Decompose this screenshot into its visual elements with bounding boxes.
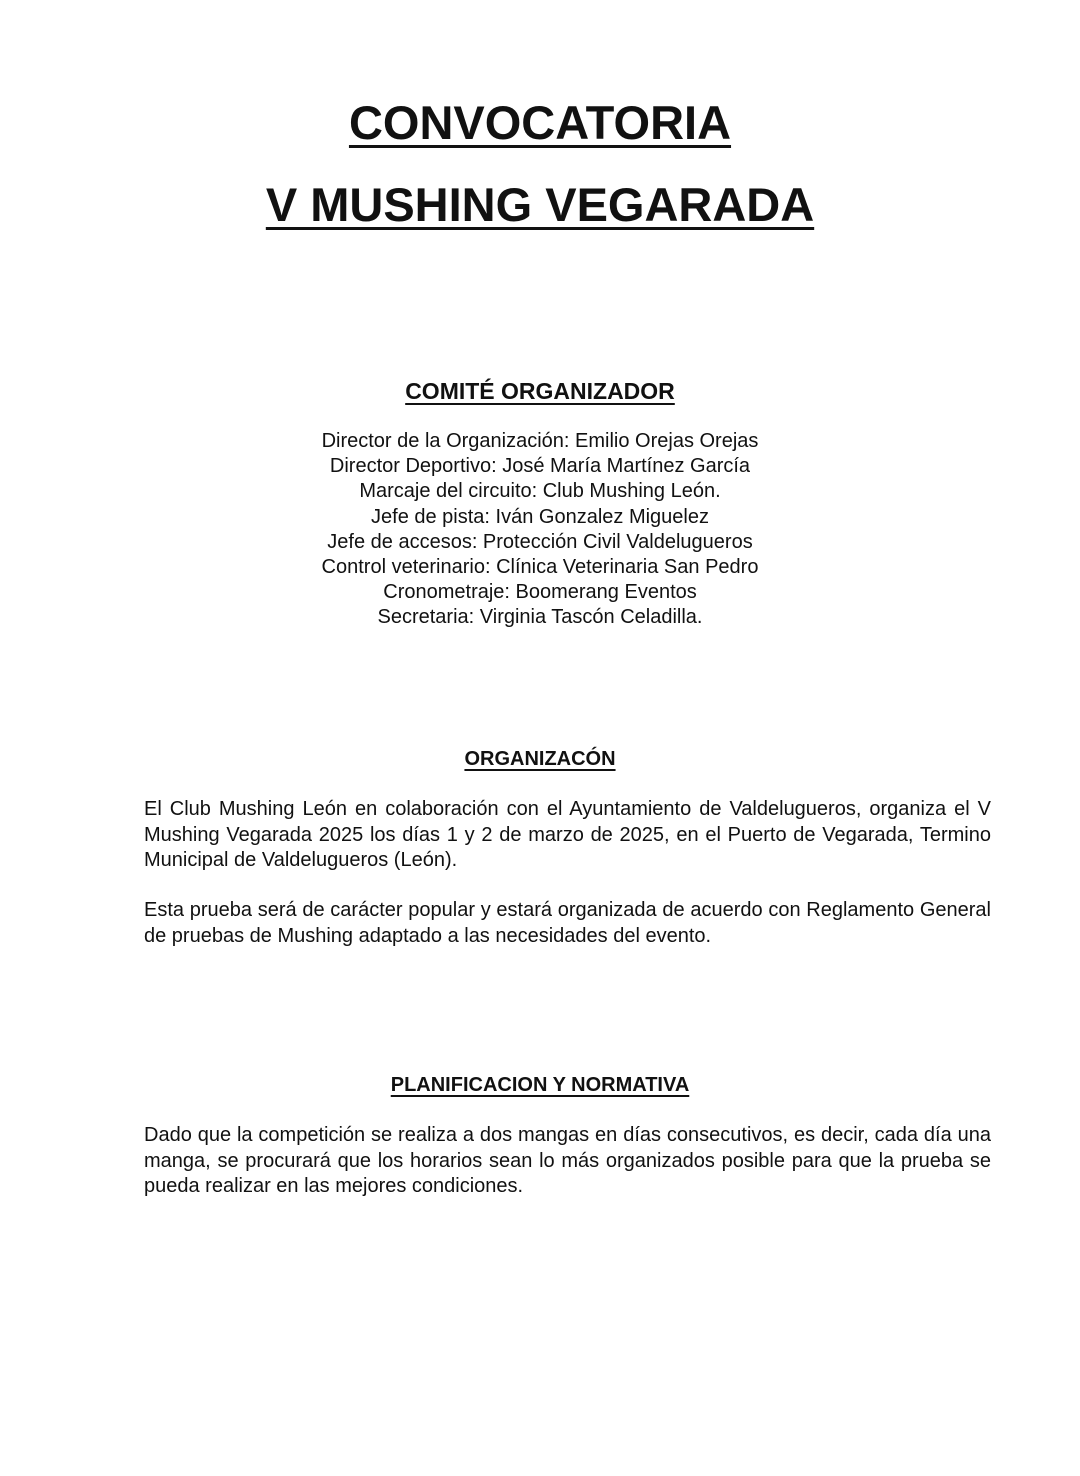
- committee-member: Marcaje del circuito: Club Mushing León.: [359, 480, 721, 503]
- document-title: [0, 95, 1080, 151]
- event-title-text: V MUSHING VEGARADA: [265, 178, 815, 231]
- planificacion-heading-text: PLANIFICACION Y NORMATIVA: [390, 1074, 690, 1096]
- event-title: [0, 177, 1080, 233]
- committee-member: Director Deportivo: José María Martínez García: [329, 455, 751, 478]
- document-title-text: CONVOCATORIA: [348, 96, 732, 149]
- planificacion-heading: [0, 1072, 1080, 1098]
- committee-member: Director de la Organización: Emilio Orejas Orejas: [321, 430, 759, 452]
- organizacion-paragraph: Esta prueba será de carácter popular y estará organizada de acuerdo con Reglamento General de pruebas de Mushing adaptado a las necesidades del evento.: [144, 899, 991, 947]
- committee-member: Jefe de accesos: Protección Civil Valdelugueros: [327, 530, 753, 553]
- committee-member: Jefe de pista: Iván Gonzalez Miguelez: [371, 505, 709, 528]
- committee-member: Cronometraje: Boomerang Eventos: [383, 581, 697, 604]
- organizacion-heading-text: ORGANIZACÓN: [464, 748, 616, 770]
- organizacion-paragraph: El Club Mushing León en colaboración con el Ayuntamiento de Valdelugueros, organiza el V Mushing Vegarada 2025 los días 1 y 2 de marzo de 2025, en el Puerto de Vegarada, Termino Municipal de Valdelugueros (León).: [144, 798, 991, 871]
- committee-list: [0, 429, 1080, 631]
- committee-member: Control veterinario: Clínica Veterinaria San Pedro: [321, 556, 759, 579]
- planificacion-paragraph: Dado que la competición se realiza a dos mangas en días consecutivos, es decir, cada día una manga, se procurará que los horarios sean lo más organizados posible para que la prueba se pueda realizar en las mejores condiciones.: [144, 1124, 991, 1197]
- organizacion-heading: [0, 746, 1080, 772]
- comite-heading-text: COMITÉ ORGANIZADOR: [405, 378, 675, 404]
- committee-member: Secretaria: Virginia Tascón Celadilla.: [377, 606, 703, 629]
- comite-heading: [0, 376, 1080, 406]
